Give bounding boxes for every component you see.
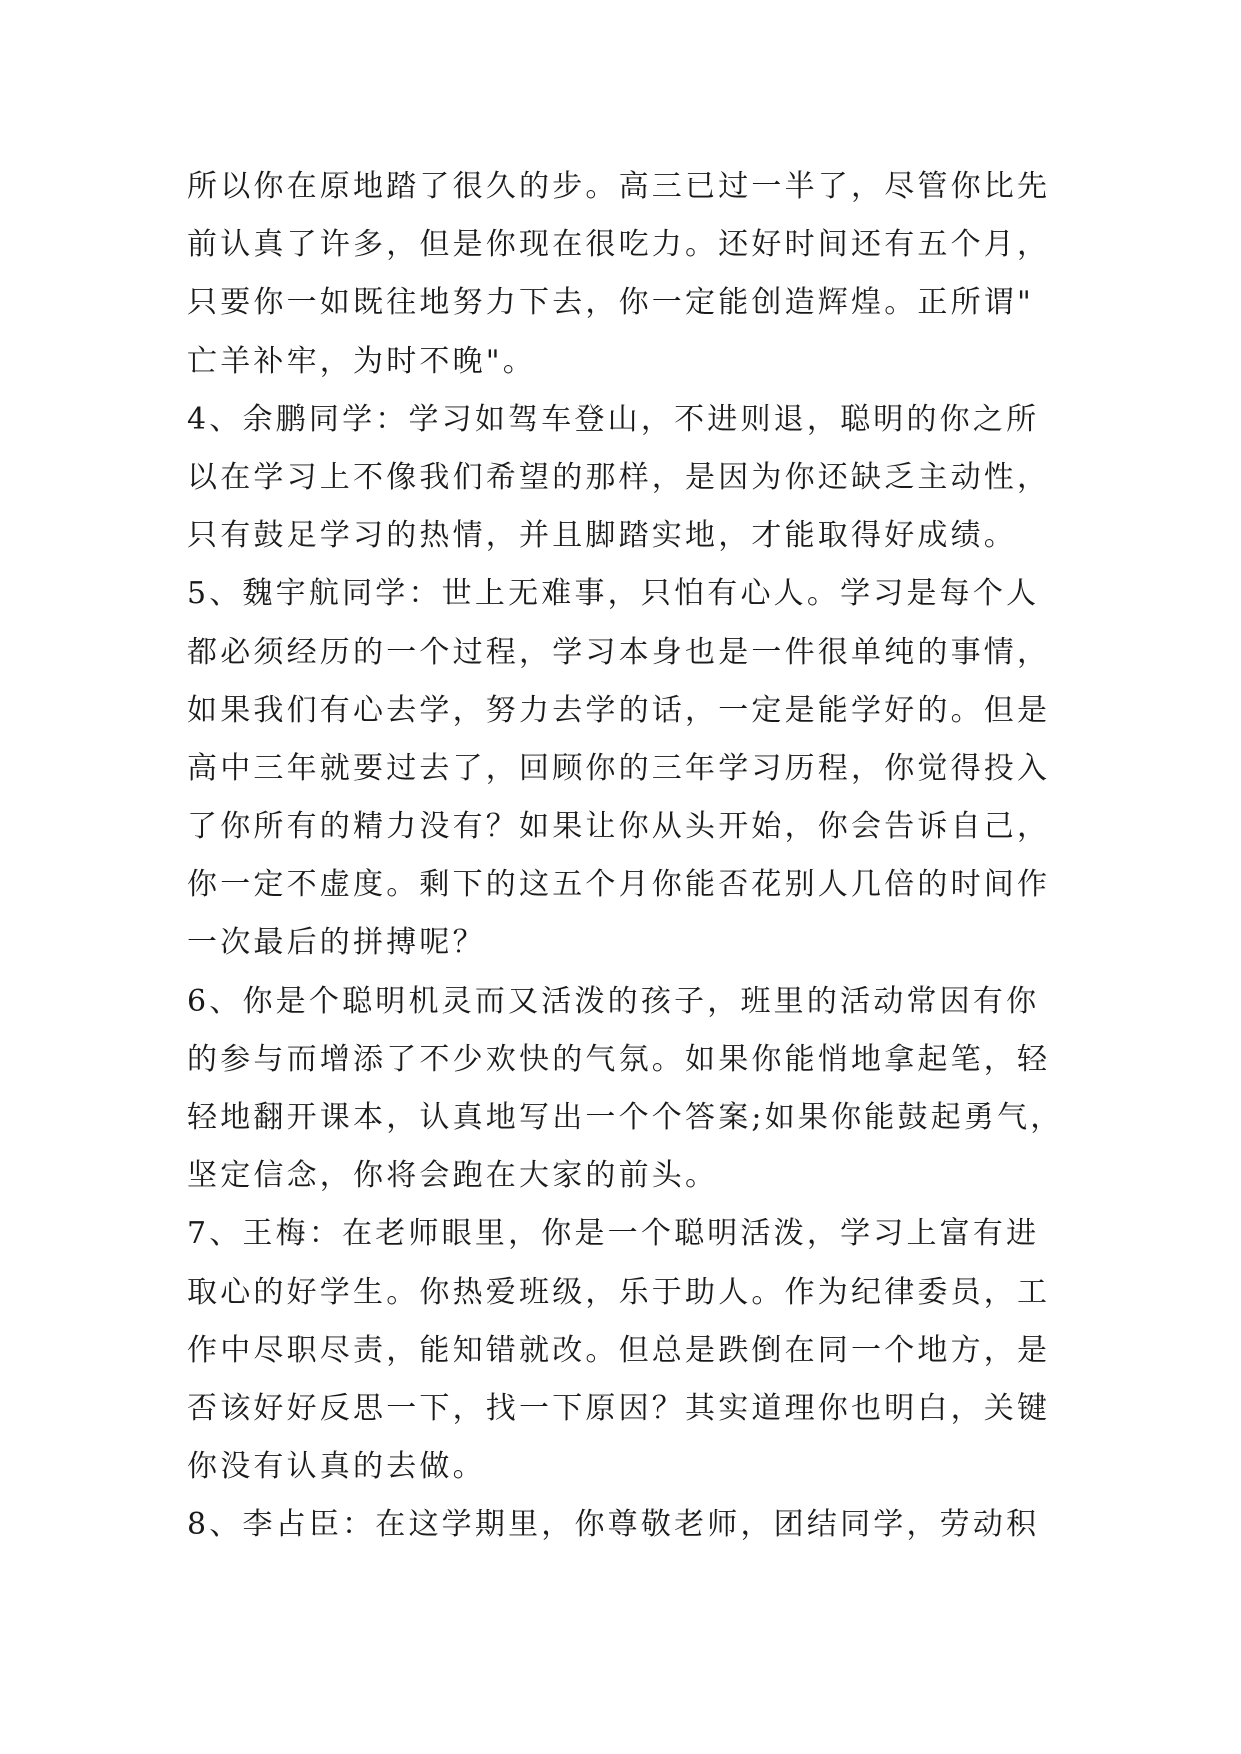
text-line: 5、魏宇航同学：世上无难事，只怕有心人。学习是每个人 xyxy=(187,576,1040,612)
text-line: 都必须经历的一个过程，学习本身也是一件很单纯的事情， xyxy=(187,634,1051,670)
text-line: 你一定不虚度。剩下的这五个月你能否花别人几倍的时间作 xyxy=(187,867,1051,903)
text-line: 6、你是个聪明机灵而又活泼的孩子，班里的活动常因有你 xyxy=(187,983,1040,1019)
text-line: 轻地翻开课本，认真地写出一个个答案;如果你能鼓起勇气， xyxy=(187,1100,1064,1135)
document-body xyxy=(187,158,1064,1555)
text-line: 取心的好学生。你热爱班级，乐于助人。作为纪律委员，工 xyxy=(187,1274,1051,1310)
text-line: 亡羊补牢，为时不晚"。 xyxy=(187,343,536,379)
text-line: 的参与而增添了不少欢快的气氛。如果你能悄地拿起笔，轻 xyxy=(187,1041,1051,1077)
text-line: 以在学习上不像我们希望的那样，是因为你还缺乏主动性， xyxy=(187,459,1051,495)
text-line: 只要你一如既往地努力下去，你一定能创造辉煌。正所谓" xyxy=(187,285,1034,321)
text-line: 只有鼓足学习的热情，并且脚踏实地，才能取得好成绩。 xyxy=(187,518,1017,554)
text-line: 你没有认真的去做。 xyxy=(187,1449,486,1485)
text-line: 所以你在原地踏了很久的步。高三已过一半了，尽管你比先 xyxy=(187,169,1051,204)
text-line: 高中三年就要过去了，回顾你的三年学习历程，你觉得投入 xyxy=(187,750,1051,786)
text-line: 8、李占臣：在这学期里，你尊敬老师，团结同学，劳动积 xyxy=(187,1507,1040,1543)
text-line: 了你所有的精力没有？如果让你从头开始，你会告诉自己， xyxy=(187,809,1051,845)
text-line: 一次最后的拼搏呢？ xyxy=(187,925,486,961)
text-line: 前认真了许多，但是你现在很吃力。还好时间还有五个月， xyxy=(187,227,1051,263)
text-line: 否该好好反思一下，找一下原因？其实道理你也明白，关键 xyxy=(187,1390,1051,1426)
text-line: 坚定信念，你将会跑在大家的前头。 xyxy=(187,1158,719,1194)
text-line: 如果我们有心去学，努力去学的话，一定是能学好的。但是 xyxy=(187,692,1051,728)
text-line: 7、王梅：在老师眼里，你是一个聪明活泼，学习上富有进 xyxy=(187,1216,1040,1252)
text-line: 作中尽职尽责，能知错就改。但总是跌倒在同一个地方，是 xyxy=(187,1332,1051,1368)
text-line: 4、余鹏同学：学习如驾车登山，不进则退，聪明的你之所 xyxy=(187,401,1040,437)
